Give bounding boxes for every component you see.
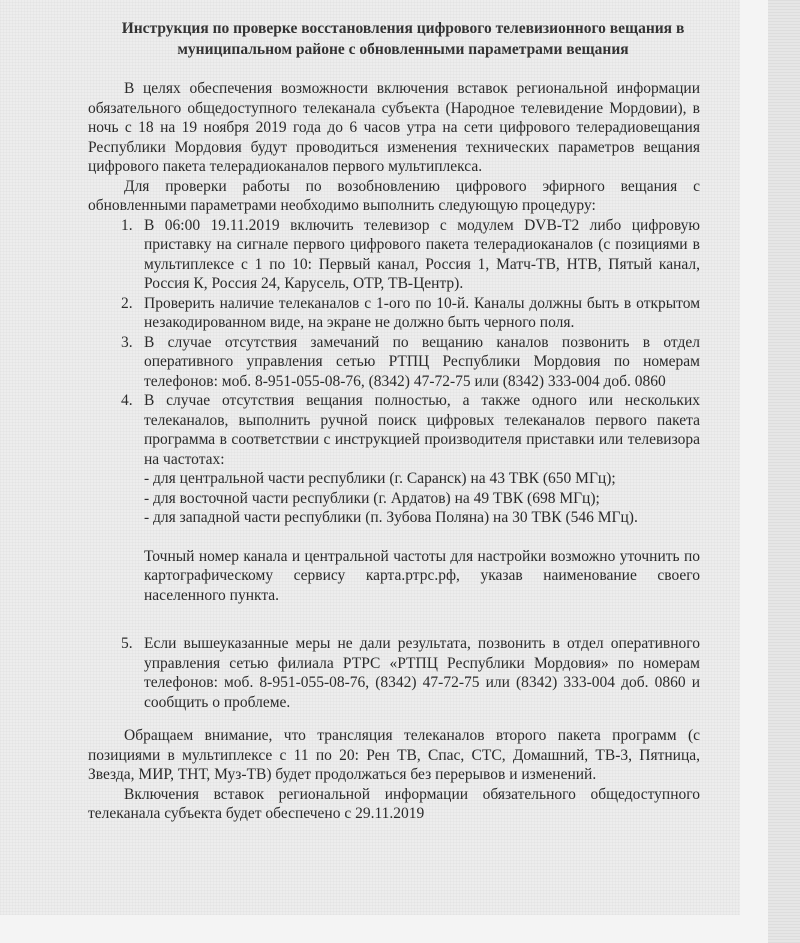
step-text: Проверить наличие телеканалов с 1-ого по 10-й. Каналы должны быть в открытом незакодированном виде, на экране не должно быть черного поля. bbox=[144, 294, 700, 331]
step-number: 5. bbox=[121, 635, 133, 652]
frequency-central: - для центральной части республики (г. Саранск) на 43 ТВК (650 МГц); bbox=[144, 470, 616, 487]
channel-lookup-note: Точный номер канала и центральной частоты для настройки возможно уточнить по картографическому сервису карта.ртрс.рф, указав наименование своего населенного пункта. bbox=[144, 547, 700, 604]
notice-paragraph: Обращаем внимание, что трансляция телеканалов второго пакета программ (с позициями в мультиплексе с 11 по 20: Рен ТВ, Спас, СТС, Домашний, ТВ-3, Пятница, Звезда, МИР, ТНТ, Муз-ТВ) будет продолжаться без перерывов и изменений. bbox=[88, 727, 700, 783]
step-item bbox=[88, 333, 700, 392]
intro-paragraph: В целях обеспечения возможности включения вставок региональной информации обязательного общедоступного телеканала субъекта (Народное телевидение Мордовии), в ночь с 18 на 19 ноября 2019 года до 6 часов утра на сети цифрового телерадиовещания Республики Мордовия будут проводиться изменения технических параметров вещания цифрового пакета телерадиоканалов первого мультиплекса. bbox=[88, 80, 700, 175]
step-number: 4. bbox=[121, 392, 133, 409]
frequency-west: - для западной части республики (п. Зубова Поляна) на 30 ТВК (546 МГц). bbox=[144, 509, 638, 526]
step-text: В случае отсутствия вещания полностью, а также одного или нескольких телеканалов, выполнить ручной поиск цифровых телеканалов первого пакета программа в соответствии с инструкцией производителя приставки или телевизора на частотах: bbox=[144, 392, 700, 468]
step-text: В случае отсутствия замечаний по вещанию каналов позвонить в отдел оперативного управления сетью РТПЦ Республики Мордовия по номерам телефонов: моб. 8-951-055-08-76, (8342) 47-72-75 или (8342) 333-004 доб. 0860 bbox=[144, 333, 700, 390]
frequency-east: - для восточной части республики (г. Ардатов) на 49 ТВК (698 МГц); bbox=[144, 489, 600, 507]
document-body bbox=[88, 18, 700, 824]
procedure-steps bbox=[88, 216, 700, 713]
step-item bbox=[88, 634, 700, 712]
step-text: Если вышеуказанные меры не дали результата, позвонить в отдел оперативного управления сетью филиала РТРС «РТПЦ Республики Мордовия» по номерам телефонов: моб. 8-951-055-08-76, (8342) 47-72-75 или (8342) 333-004 доб. 0860 и сообщить о проблеме. bbox=[144, 635, 700, 711]
document-title: Инструкция по проверке восстановления цифрового телевизионного вещания в муниципальном районе с обновленными параметрами вещания bbox=[121, 20, 685, 58]
procedure-intro: Для проверки работы по возобновлению цифрового эфирного вещания с обновленными параметрами необходимо выполнить следующую процедуру: bbox=[88, 177, 700, 214]
step-item bbox=[88, 216, 700, 294]
spacer bbox=[88, 712, 700, 726]
spacer bbox=[144, 605, 700, 634]
step-number: 3. bbox=[121, 333, 133, 351]
step-number: 2. bbox=[121, 294, 133, 312]
step-item bbox=[88, 391, 700, 634]
step-text: В 06:00 19.11.2019 включить телевизор с модулем DVB-T2 либо цифровую приставку на сигнале первого цифрового пакета телерадиоканалов (с позициями в мультиплексе с 1 по 10: Первый канал, Россия 1, Матч-ТВ, НТВ, Пятый канал, Россия К, Россия 24, Карусель, ОТР, ТВ-Центр). bbox=[144, 216, 700, 292]
spacer bbox=[144, 528, 700, 547]
scan-edge bbox=[768, 0, 800, 943]
step-item bbox=[88, 294, 700, 333]
closing-paragraph: Включения вставок региональной информации обязательного общедоступного телеканала субъекта будет обеспечено с 29.11.2019 bbox=[88, 785, 700, 822]
step-number: 1. bbox=[121, 216, 133, 234]
